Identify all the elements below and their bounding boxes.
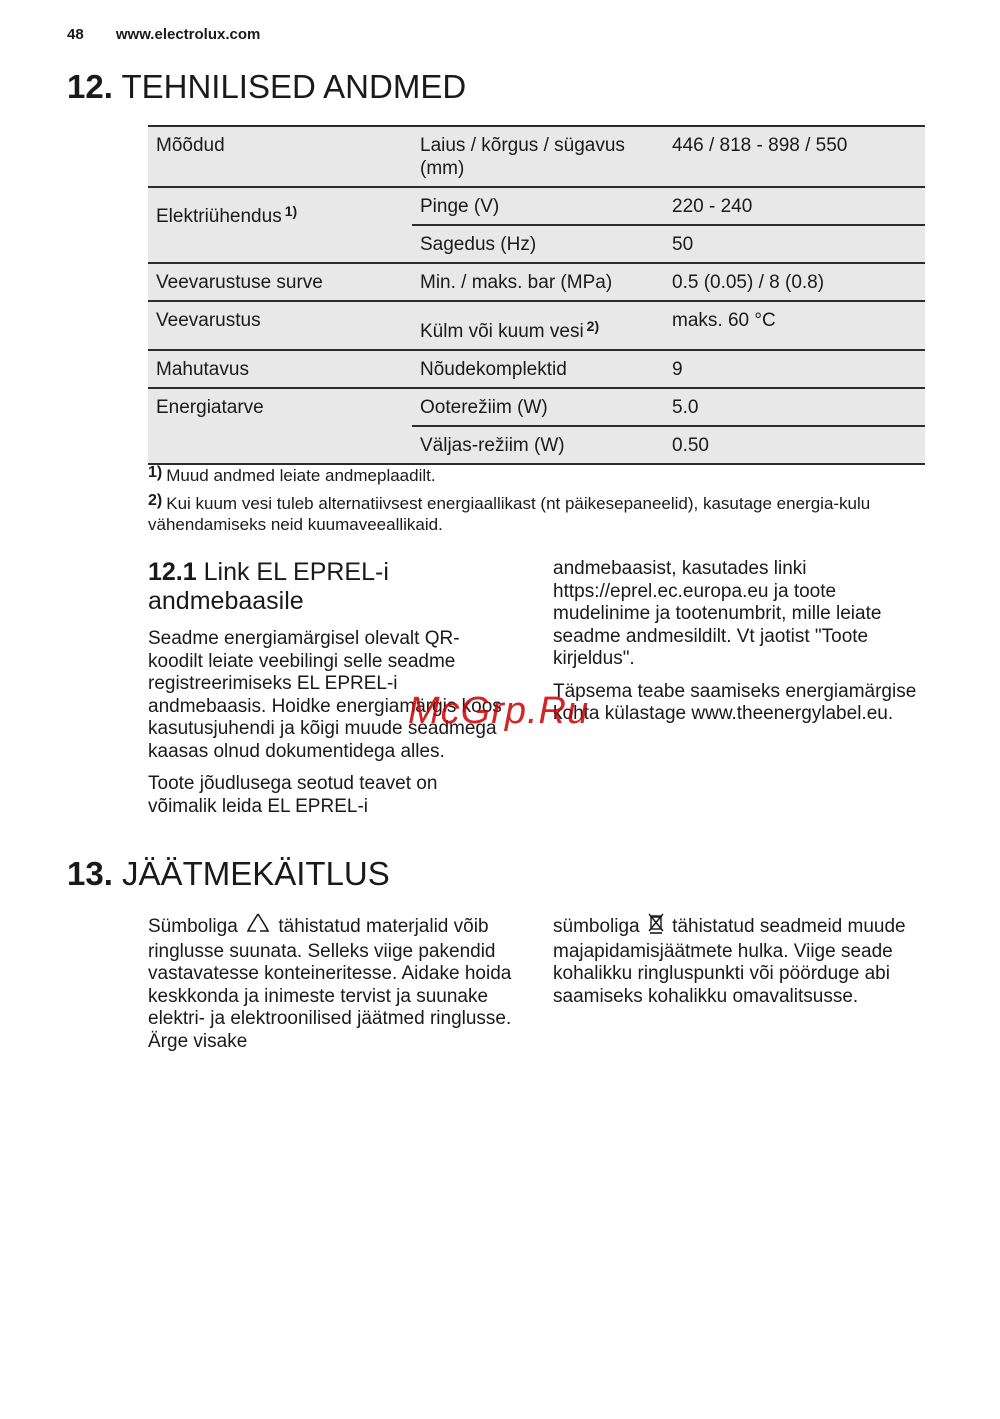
- table-row: [148, 187, 925, 225]
- spec-value: 50: [664, 225, 925, 263]
- text-fragment: tähistatud materjalid võib ringlusse suunata. Selleks viige pakendid vastavatesse konteineritesse. Aidake hoida keskkonda ja inimeste tervist ja suunake elektri- ja elektroonilised jäätmed ringlusse. Ärge visake: [148, 916, 512, 1052]
- spec-label: Elektriühendus: [156, 206, 282, 227]
- paragraph: Toote jõudlusega seotud teavet on võimalik leida EL EPREL-i: [148, 773, 438, 817]
- spec-param: Laius / kõrgus / sügavus (mm): [412, 126, 664, 187]
- table-row: [148, 350, 925, 388]
- footnote-1: [148, 462, 928, 486]
- spec-param: Väljas-režiim (W): [412, 426, 664, 464]
- text-fragment: sümboliga: [553, 916, 640, 937]
- spec-param-cell: [412, 301, 664, 350]
- spec-value: 5.0: [664, 388, 925, 426]
- section-12-number: 12.: [67, 68, 113, 105]
- spec-label: Mahutavus: [148, 350, 412, 388]
- text-fragment: Sümboliga: [148, 916, 238, 937]
- spec-value: 446 / 818 - 898 / 550: [664, 126, 925, 187]
- footnote-ref: 2): [586, 318, 600, 334]
- section-12-1-title: Link EL EPREL-i andmebaasile: [148, 558, 389, 615]
- spec-param: Sagedus (Hz): [412, 225, 664, 263]
- spec-param: Nõudekomplektid: [412, 350, 664, 388]
- section-12-1-right-column: [553, 558, 933, 736]
- paragraph-eprel-link: andmebaasist, kasutades linki https://eprel.ec.europa.eu ja toote mudelinime ja tootenumbrit, mille leiate seadme andmesildilt. Vt jaotist "Toote kirjeldus".: [553, 558, 882, 669]
- spec-label: Veevarustus: [148, 301, 412, 350]
- spec-value: 0.5 (0.05) / 8 (0.8): [664, 263, 925, 301]
- section-12-title: TEHNILISED ANDMED: [121, 68, 467, 105]
- spec-param: Pinge (V): [412, 187, 664, 225]
- section-13-title: JÄÄTMEKÄITLUS: [122, 855, 390, 892]
- section-12-heading: [67, 68, 466, 106]
- spec-value: 0.50: [664, 426, 925, 464]
- section-13-heading: [67, 855, 390, 893]
- footnote-text: Kui kuum vesi tuleb alternatiivsest energiaallikast (nt päikesepaneelid), kasutage energia-kulu vähendamiseks neid kuumaveeallikaid.: [148, 494, 871, 534]
- spec-param: Külm või kuum vesi: [420, 321, 584, 342]
- section-13-number: 13.: [67, 855, 113, 892]
- paragraph-energylabel-link: Täpsema teabe saamiseks energiamärgise kohta külastage www.theenergylabel.eu.: [553, 680, 917, 724]
- spec-value: 9: [664, 350, 925, 388]
- spec-label-cell: [148, 187, 412, 263]
- paragraph: Seadme energiamärgisel olevalt QR-koodilt leiate veebilingi selle seadme registreerimiseks EL EPREL-i andmebaasis. Hoidke energiamärgis koos kasutusjuhendi ja kõigi muude seadmega kaasas olnud dokumentidega alles.: [148, 628, 502, 762]
- spec-table: [148, 125, 925, 465]
- text-fragment: tähistatud seadmeid muude majapidamisjäätmete hulka. Viige seade kohalikku ringluspunkti või pöörduge abi saamiseks kohalikku omavalitsusse.: [553, 916, 906, 1007]
- spec-param: Ooterežiim (W): [412, 388, 664, 426]
- section-12-1-heading: [148, 558, 508, 616]
- spec-param: Min. / maks. bar (MPa): [412, 263, 664, 301]
- footnote-ref: 1): [284, 203, 298, 219]
- page-header: [67, 26, 260, 43]
- spec-value: 220 - 240: [664, 187, 925, 225]
- spec-label: Energiatarve: [148, 388, 412, 464]
- section-13-left-column: [148, 912, 528, 1063]
- recycle-icon: [246, 912, 270, 941]
- footnote-2: [148, 490, 928, 535]
- paragraph: [148, 912, 528, 1053]
- crossed-bin-icon: [648, 912, 664, 941]
- section-12-1-number: 12.1: [148, 558, 197, 586]
- spec-label: Mõõdud: [148, 126, 412, 187]
- table-row: [148, 126, 925, 187]
- site-url[interactable]: www.electrolux.com: [115, 26, 261, 43]
- footnote-mark: 2): [148, 492, 163, 509]
- section-13-right-column: [553, 912, 933, 1018]
- spec-label: Veevarustuse surve: [148, 263, 412, 301]
- paragraph: [553, 912, 933, 1008]
- table-row: [148, 263, 925, 301]
- page-number: 48: [67, 26, 84, 43]
- footnote-text: Muud andmed leiate andmeplaadilt.: [166, 466, 436, 485]
- table-row: [148, 301, 925, 350]
- footnote-mark: 1): [148, 464, 163, 481]
- spec-value: maks. 60 °C: [664, 301, 925, 350]
- table-row: [148, 388, 925, 426]
- watermark: McGrp.Ru: [408, 690, 590, 732]
